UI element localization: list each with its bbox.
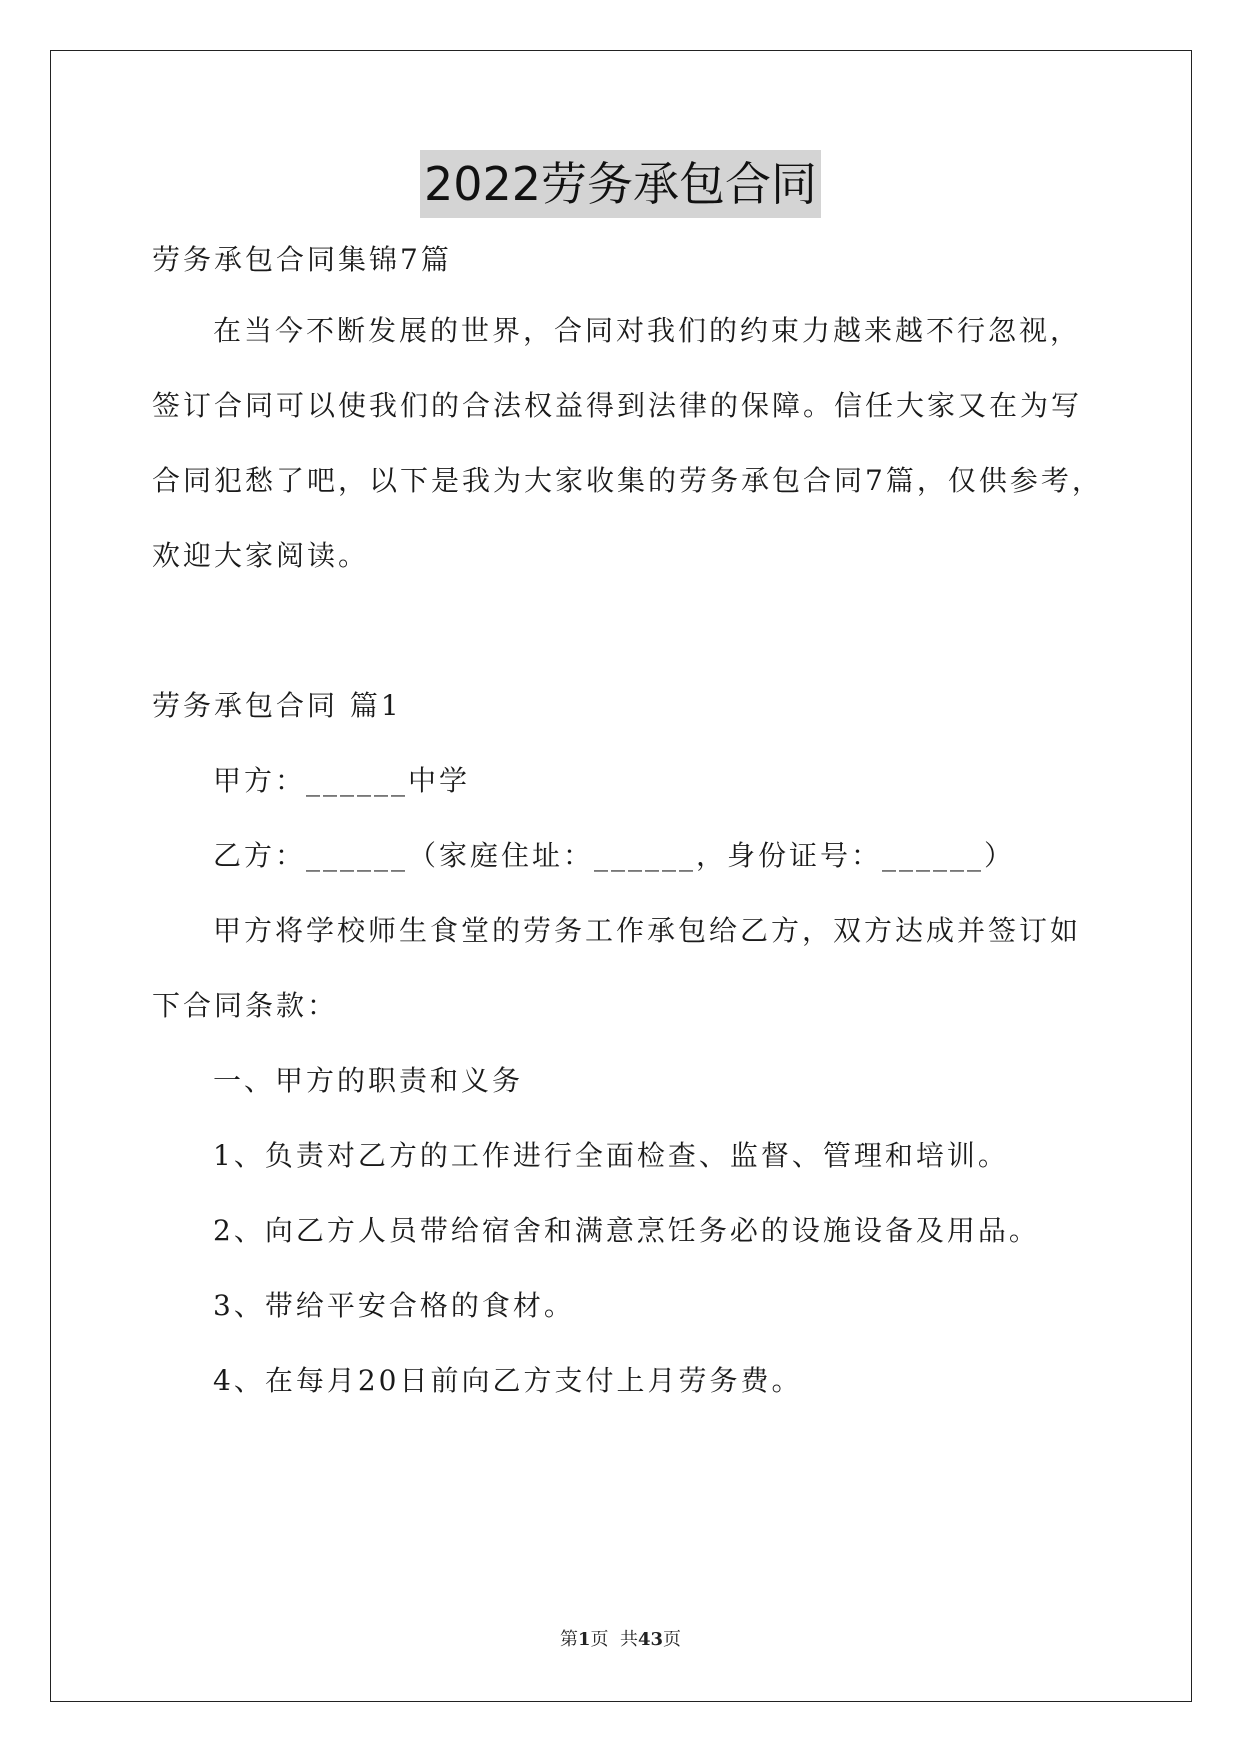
agreement-line-1: 甲方将学校师生食堂的劳务工作承包给乙方，双方达成并签订如: [213, 914, 1082, 947]
party-a: 甲方：______中学: [213, 764, 471, 797]
party-b: 乙方：______（家庭住址：______，身份证号：______）: [213, 839, 1016, 872]
document-title: 2022劳务承包合同: [420, 150, 821, 218]
clause-heading: 一、甲方的职责和义务: [213, 1064, 524, 1097]
clause-item-4: 4、在每月20日前向乙方支付上月劳务费。: [213, 1364, 803, 1397]
footer-suffix: 页: [663, 1629, 682, 1650]
clause-item-1: 1、负责对乙方的工作进行全面检查、监督、管理和培训。: [213, 1139, 1009, 1172]
footer-mid: 页 共: [590, 1629, 638, 1650]
title-wrap: [0, 150, 1241, 218]
intro-line-1: 在当今不断发展的世界，合同对我们的约束力越来越不行忽视，: [213, 314, 1082, 347]
footer-current-page: 1: [577, 1629, 591, 1650]
intro-line-4: 欢迎大家阅读。: [152, 539, 370, 572]
clause-item-3: 3、带给平安合格的食材。: [213, 1289, 575, 1322]
clause-item-2: 2、向乙方人员带给宿舍和满意烹饪务必的设施设备及用品。: [213, 1214, 1040, 1247]
intro-line-3: 合同犯愁了吧，以下是我为大家收集的劳务承包合同7篇，仅供参考，: [152, 464, 1103, 497]
page-border: [50, 50, 1192, 1702]
agreement-line-2: 下合同条款：: [152, 989, 339, 1022]
footer-prefix: 第: [559, 1629, 578, 1650]
page-footer: [0, 1628, 1241, 1652]
document-subtitle: 劳务承包合同集锦7篇: [152, 243, 452, 276]
intro-line-2: 签订合同可以使我们的合法权益得到法律的保障。信任大家又在为写: [152, 389, 1083, 422]
section-heading: 劳务承包合同 篇1: [152, 689, 402, 722]
footer-total-pages: 43: [637, 1629, 664, 1650]
